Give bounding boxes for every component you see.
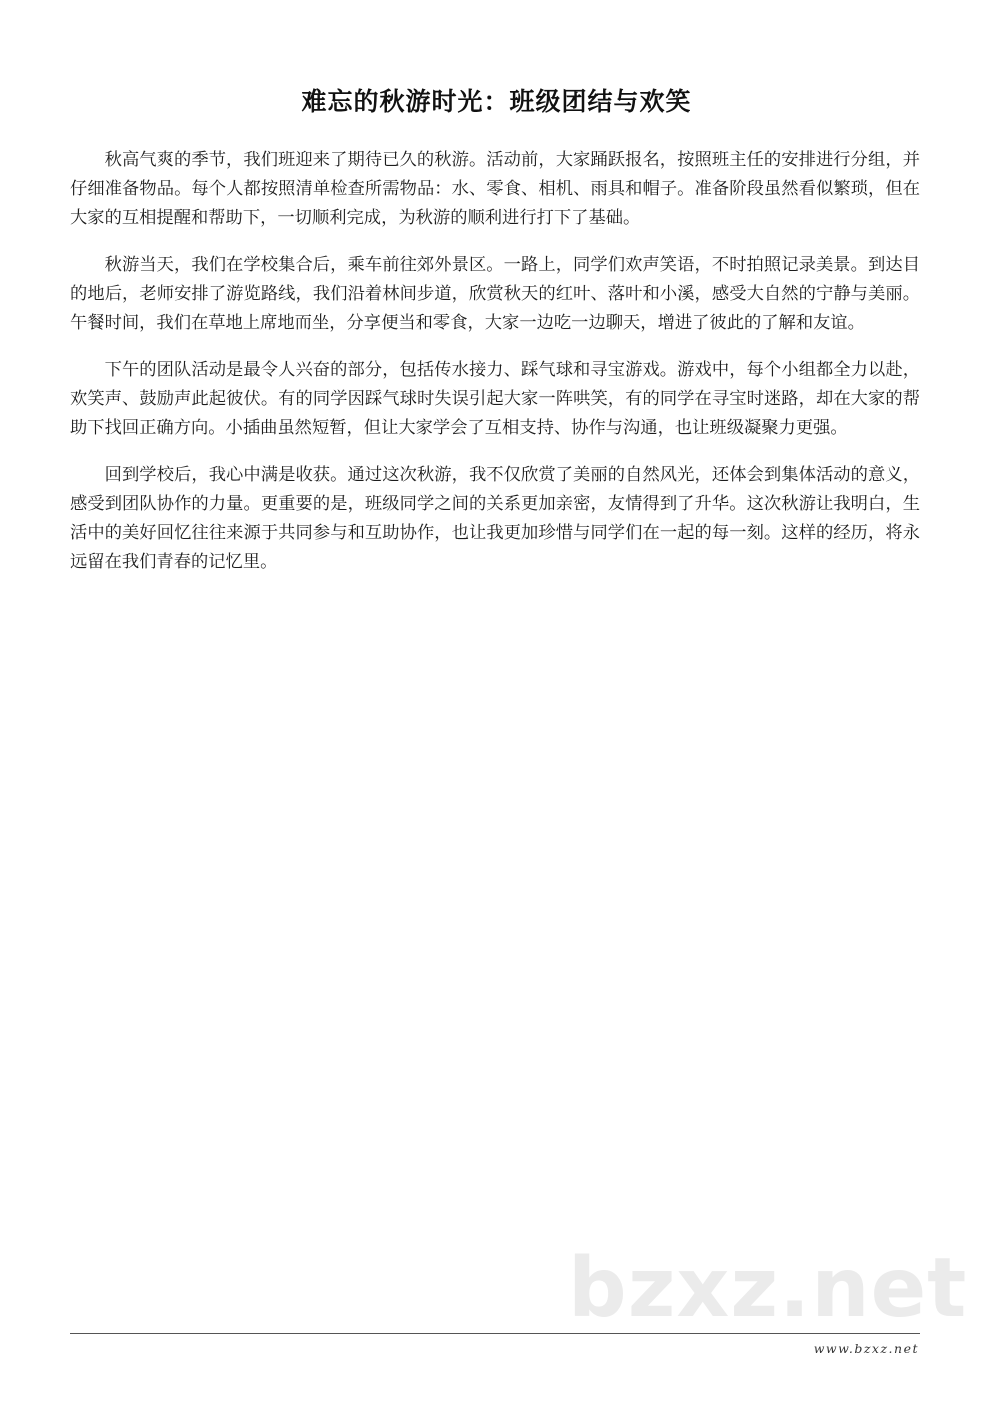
- paragraph: 秋高气爽的季节，我们班迎来了期待已久的秋游。活动前，大家踊跃报名，按照班主任的安排进行分组，并仔细准备物品。每个人都按照清单检查所需物品：水、零食、相机、雨具和帽子。准备阶段虽然看似繁琐，但在大家的互相提醒和帮助下，一切顺利完成，为秋游的顺利进行打下了基础。: [70, 150, 920, 228]
- paragraph: 下午的团队活动是最令人兴奋的部分，包括传水接力、踩气球和寻宝游戏。游戏中，每个小组都全力以赴，欢笑声、鼓励声此起彼伏。有的同学因踩气球时失误引起大家一阵哄笑，有的同学在寻宝时迷路，却在大家的帮助下找回正确方向。小插曲虽然短暂，但让大家学会了互相支持、协作与沟通，也让班级凝聚力更强。: [70, 360, 920, 438]
- document-title: 难忘的秋游时光：班级团结与欢笑: [301, 87, 692, 116]
- paragraph: 秋游当天，我们在学校集合后，乘车前往郊外景区。一路上，同学们欢声笑语，不时拍照记录美景。到达目的地后，老师安排了游览路线，我们沿着林间步道，欣赏秋天的红叶、落叶和小溪，感受大自然的宁静与美丽。午餐时间，我们在草地上席地而坐，分享便当和零食，大家一边吃一边聊天，增进了彼此的了解和友谊。: [70, 255, 920, 333]
- footer-divider: [70, 1333, 920, 1334]
- document-body: [70, 146, 920, 595]
- paragraph: 回到学校后，我心中满是收获。通过这次秋游，我不仅欣赏了美丽的自然风光，还体会到集体活动的意义，感受到团队协作的力量。更重要的是，班级同学之间的关系更加亲密，友情得到了升华。这次秋游让我明白，生活中的美好回忆往往来源于共同参与和互助协作，也让我更加珍惜与同学们在一起的每一刻。这样的经历，将永远留在我们青春的记忆里。: [70, 465, 920, 572]
- footer-url: www.bzxz.net: [813, 1341, 919, 1356]
- watermark-logo: bzxz.net: [568, 1241, 968, 1336]
